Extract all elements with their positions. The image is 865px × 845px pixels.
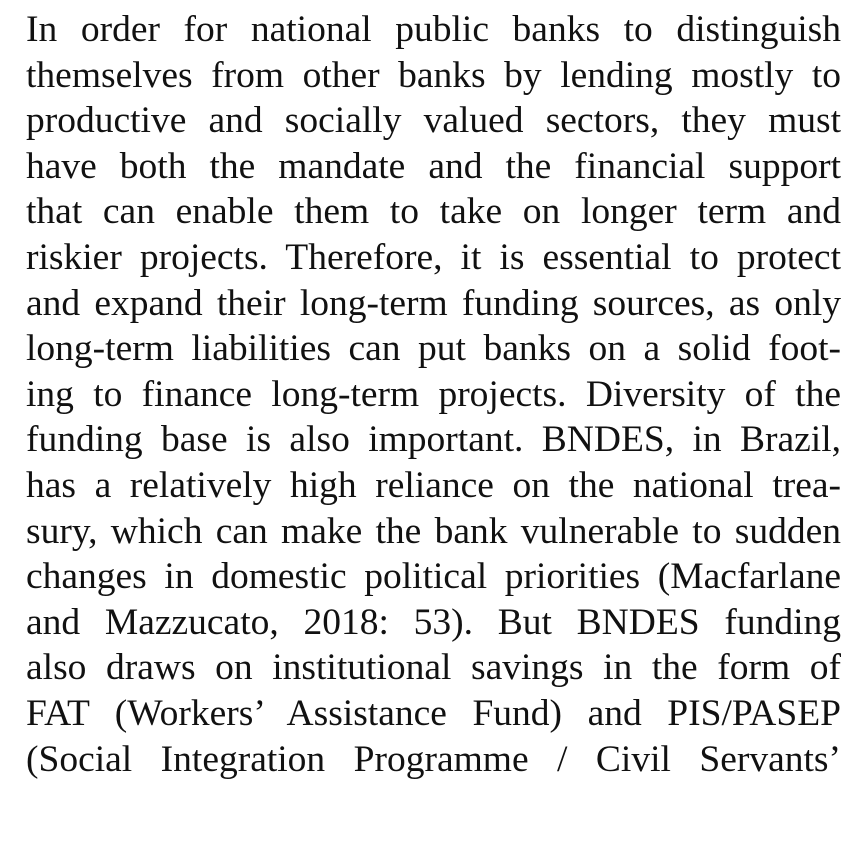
text-line-4: have both the mandate and the financial support [26,145,841,187]
text-line-9: ing to finance long-term projects. Diversity of the [26,373,841,415]
text-line-17: (Social Integration Programme / Civil Servants’ [26,738,841,780]
text-line-11: has a relatively high reliance on the national trea- [26,464,841,506]
text-line-2: themselves from other banks by lending mostly to [26,54,841,96]
text-line-13: changes in domestic political priorities (Macfarlane [26,556,841,598]
text-line-12: sury, which can make the bank vulnerable to sudden [26,510,841,552]
text-line-6: riskier projects. Therefore, it is essential to protect [26,236,841,278]
text-line-10: funding base is also important. BNDES, in Brazil, [26,419,841,461]
text-line-7: and expand their long-term funding sources, as only [26,282,841,324]
text-line-3: productive and socially valued sectors, they must [26,100,841,142]
text-line-14: and Mazzucato, 2018: 53). But BNDES funding [26,601,841,643]
text-line-16: FAT (Workers’ Assistance Fund) and PIS/PASEP [26,692,841,734]
text-line-1: In order for national public banks to distinguish [26,9,841,50]
text-line-15: also draws on institutional savings in the form of [26,647,841,689]
body-paragraph [26,7,841,782]
text-line-5: that can enable them to take on longer term and [26,191,841,233]
text-line-8: long-term liabilities can put banks on a solid foot- [26,328,841,370]
